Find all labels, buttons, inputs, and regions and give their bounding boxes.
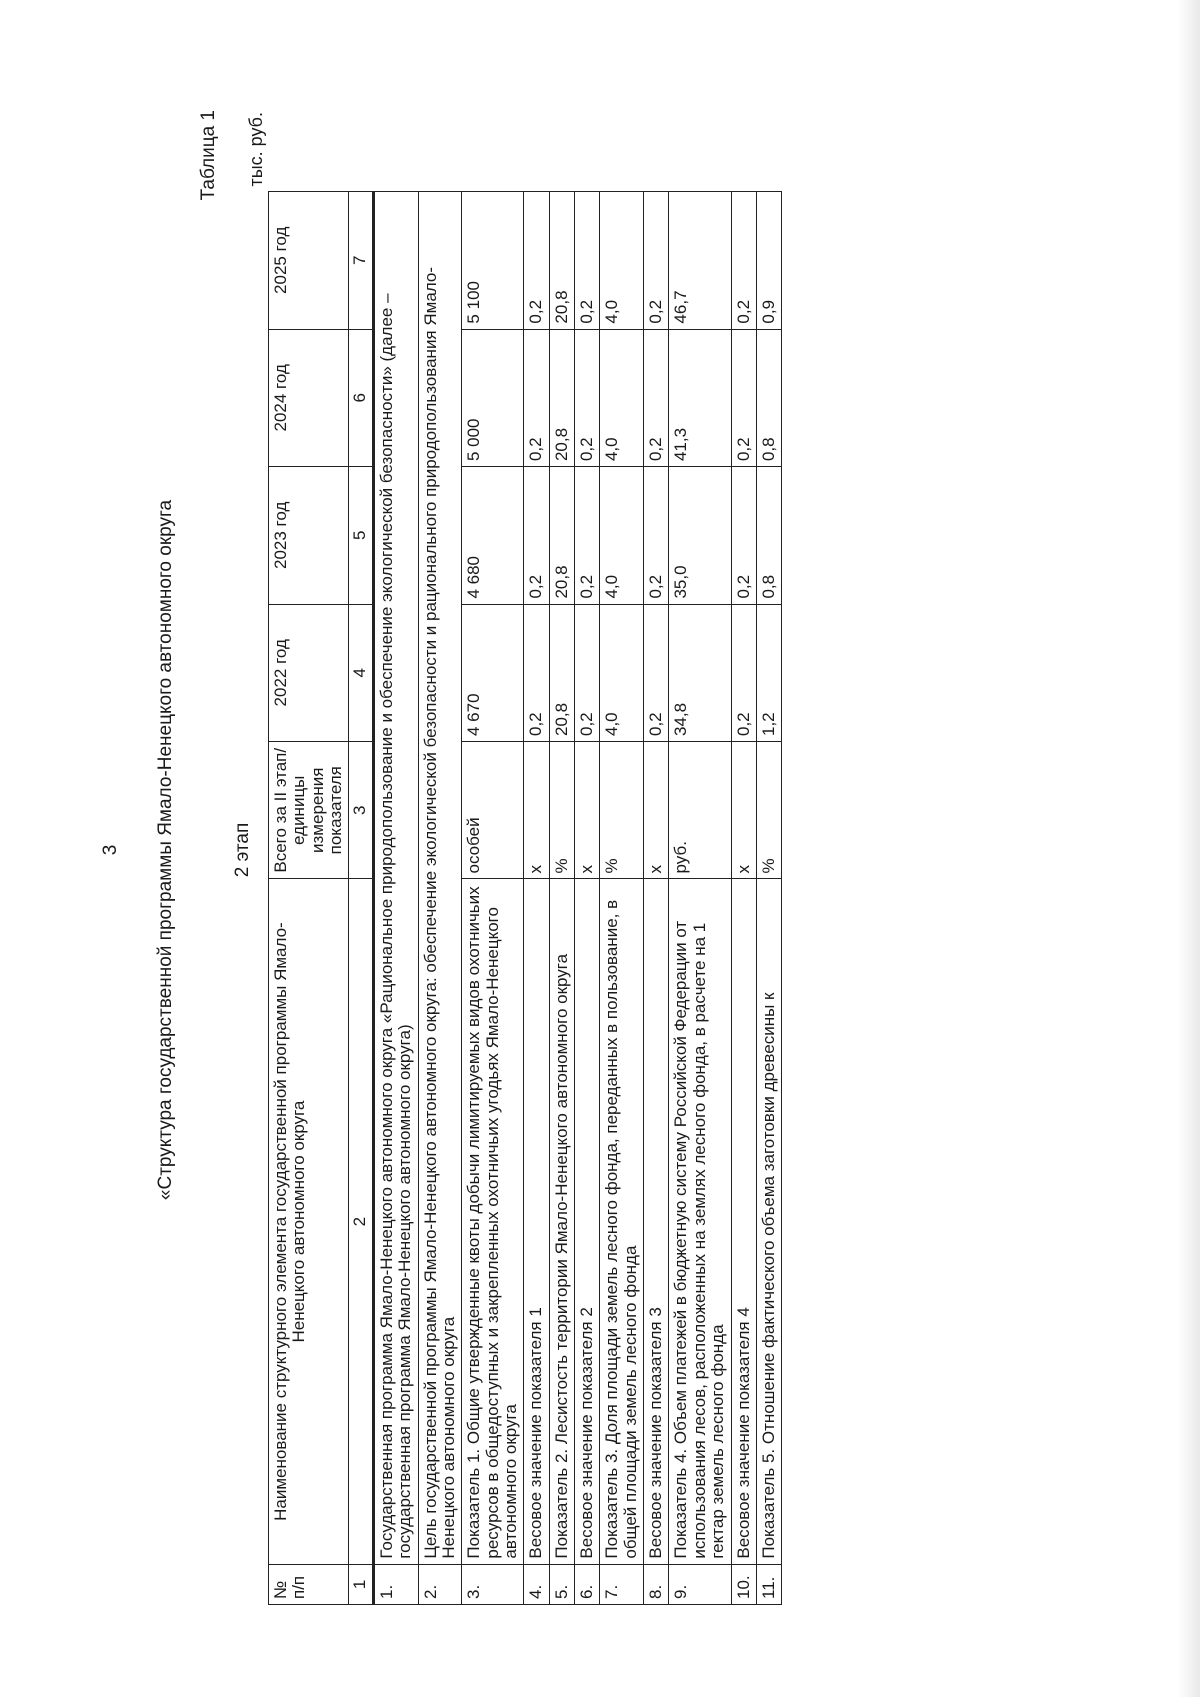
row-value-2024: 5 000: [462, 329, 524, 466]
row-value-2022: 0,2: [644, 604, 669, 741]
row-name: Показатель 4. Объем платежей в бюджетную систему Российской Федерации от использования лесов, расположенных на землях лесного фонда, в расчете на 1 гектар земель лесного фонда: [669, 879, 731, 1564]
scan-edge-shade: [1178, 0, 1200, 1697]
row-number: 7.: [600, 1564, 644, 1604]
row-value-2022: 1,2: [756, 604, 781, 741]
row-value-2023: 4,0: [600, 467, 644, 604]
row-value-2022: 34,8: [669, 604, 731, 741]
stage-label: 2 этап: [232, 822, 253, 878]
column-number: 2: [349, 879, 373, 1564]
row-number: 2.: [418, 1564, 462, 1604]
row-value-2022: 4,0: [600, 604, 644, 741]
row-value-2024: 4,0: [600, 329, 644, 466]
row-value-2022: 0,2: [524, 604, 549, 741]
row-name: Показатель 5. Отношение фактического объема заготовки древесины к: [756, 879, 781, 1564]
row-number: 9.: [669, 1564, 731, 1604]
row-unit: %: [756, 742, 781, 879]
header-name: Наименование структурного элемента государственной программы Ямало-Ненецкого автономного округа: [269, 879, 349, 1564]
row-value-2023: 0,2: [524, 467, 549, 604]
header-total: Всего за II этап/ единицы измерения показателя: [269, 742, 349, 879]
table-header-row: [269, 192, 349, 1605]
row-value-2023: 4 680: [462, 467, 524, 604]
unit-label: тыс. руб.: [246, 112, 266, 187]
row-value-2022: 4 670: [462, 604, 524, 741]
row-value-2022: 20,8: [549, 604, 574, 741]
row-unit: особей: [462, 742, 524, 879]
row-value-2023: 35,0: [669, 467, 731, 604]
column-number: 5: [349, 467, 373, 604]
program-title-cell: Государственная программа Ямало-Ненецкого автономного округа «Рациональное природопользование и обеспечение экологической безопасности» (далее – государственная программа Ямало-Ненецкого автономного округа): [373, 192, 418, 1565]
header-num: № п/п: [269, 1564, 349, 1604]
table-row-program: [373, 192, 418, 1605]
column-number: 4: [349, 604, 373, 741]
row-value-2023: 20,8: [549, 467, 574, 604]
table-row: [575, 192, 600, 1605]
row-value-2024: 41,3: [669, 329, 731, 466]
row-name: Весовое значение показателя 1: [524, 879, 549, 1564]
row-unit: x: [575, 742, 600, 879]
row-value-2025: 0,2: [524, 192, 549, 330]
table-row: [731, 192, 756, 1605]
table-row: [600, 192, 644, 1605]
row-value-2024: 0,2: [731, 329, 756, 466]
row-number: 6.: [575, 1564, 600, 1604]
program-goal-cell: Цель государственной программы Ямало-Ненецкого автономного округа: обеспечение экологической безопасности и рационального природопользования Ямало-Ненецкого автономного округа: [418, 192, 462, 1565]
column-number-row: [349, 192, 373, 1605]
row-unit: x: [731, 742, 756, 879]
row-value-2025: 20,8: [549, 192, 574, 330]
row-name: Весовое значение показателя 2: [575, 879, 600, 1564]
program-structure-table: [268, 191, 782, 1605]
column-number: 1: [349, 1564, 373, 1604]
header-2023: 2023 год: [269, 467, 349, 604]
header-2025: 2025 год: [269, 192, 349, 330]
row-value-2023: 0,8: [756, 467, 781, 604]
row-number: 1.: [373, 1564, 418, 1604]
column-number: 6: [349, 329, 373, 466]
table-row-goal: [418, 192, 462, 1605]
table-label: Таблица 1: [198, 110, 219, 201]
row-number: 4.: [524, 1564, 549, 1604]
table-row: [462, 192, 524, 1605]
row-number: 11.: [756, 1564, 781, 1604]
table-row: [669, 192, 731, 1605]
row-unit: x: [644, 742, 669, 879]
table-row: [644, 192, 669, 1605]
row-value-2023: 0,2: [644, 467, 669, 604]
table-row: [549, 192, 574, 1605]
row-number: 10.: [731, 1564, 756, 1604]
row-value-2024: 20,8: [549, 329, 574, 466]
row-value-2023: 0,2: [575, 467, 600, 604]
row-value-2025: 0,9: [756, 192, 781, 330]
row-unit: руб.: [669, 742, 731, 879]
row-number: 5.: [549, 1564, 574, 1604]
table-row: [756, 192, 781, 1605]
rotated-page-content: [0, 80, 1100, 1620]
row-value-2024: 0,8: [756, 329, 781, 466]
row-unit: x: [524, 742, 549, 879]
row-unit: %: [549, 742, 574, 879]
document-title: «Структура государственной программы Ямало-Ненецкого автономного округа: [155, 499, 176, 1201]
column-number: 3: [349, 742, 373, 879]
header-2024: 2024 год: [269, 329, 349, 466]
row-number: 8.: [644, 1564, 669, 1604]
row-name: Показатель 2. Лесистость территории Ямало-Ненецкого автономного округа: [549, 879, 574, 1564]
row-value-2024: 0,2: [524, 329, 549, 466]
row-value-2024: 0,2: [644, 329, 669, 466]
row-name: Весовое значение показателя 3: [644, 879, 669, 1564]
row-number: 3.: [462, 1564, 524, 1604]
row-value-2025: 4,0: [600, 192, 644, 330]
row-name: Весовое значение показателя 4: [731, 879, 756, 1564]
table-row: [524, 192, 549, 1605]
row-value-2023: 0,2: [731, 467, 756, 604]
row-value-2025: 0,2: [731, 192, 756, 330]
row-value-2025: 5 100: [462, 192, 524, 330]
column-number: 7: [349, 192, 373, 330]
row-value-2022: 0,2: [731, 604, 756, 741]
row-name: Показатель 3. Доля площади земель лесного фонда, переданных в пользование, в общей площади земель лесного фонда: [600, 879, 644, 1564]
row-value-2022: 0,2: [575, 604, 600, 741]
row-unit: %: [600, 742, 644, 879]
row-value-2025: 0,2: [575, 192, 600, 330]
row-value-2024: 0,2: [575, 329, 600, 466]
page-number: 3: [100, 844, 121, 856]
row-name: Показатель 1. Общие утвержденные квоты добычи лимитируемых видов охотничьих ресурсов в общедоступных и закрепленных охотничьих угодьях Ямало-Ненецкого автономного округа: [462, 879, 524, 1564]
header-2022: 2022 год: [269, 604, 349, 741]
row-value-2025: 46,7: [669, 192, 731, 330]
row-value-2025: 0,2: [644, 192, 669, 330]
